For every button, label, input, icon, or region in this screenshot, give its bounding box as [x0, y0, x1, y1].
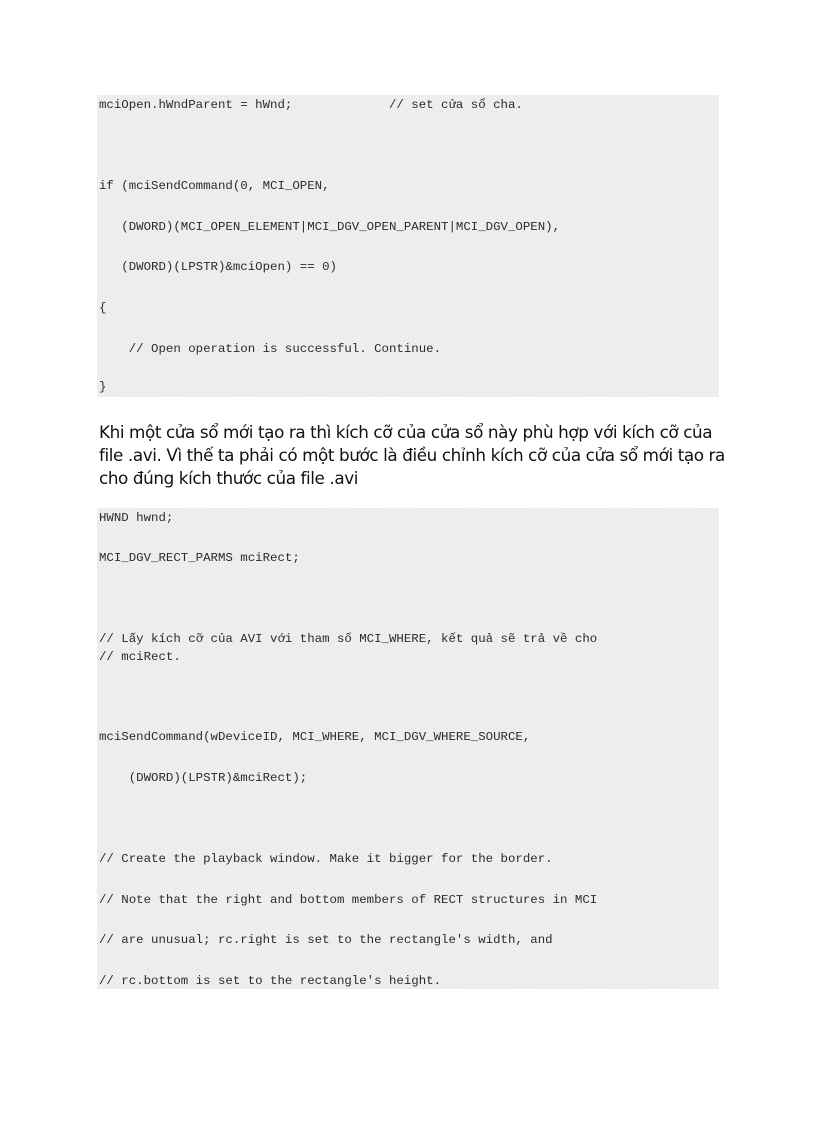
paragraph-line: file .avi. Vì thế ta phải có một bước là điều chỉnh kích cỡ của cửa sổ mới tạo ra	[99, 445, 725, 465]
code-line: // Note that the right and bottom members of RECT structures in MCI	[99, 893, 598, 907]
code-line: (DWORD)(LPSTR)&mciOpen) == 0)	[99, 260, 337, 274]
code-line: // Lấy kích cỡ của AVI với tham số MCI_WHERE, kết quả sẽ trả về cho	[99, 632, 598, 646]
code-line: }	[99, 380, 107, 394]
code-line: // Open operation is successful. Continue.	[99, 342, 442, 356]
code-block-mci-open	[97, 95, 719, 397]
explanation-paragraph	[99, 421, 729, 490]
code-line: MCI_DGV_RECT_PARMS mciRect;	[99, 551, 300, 565]
code-line: (DWORD)(LPSTR)&mciRect);	[99, 771, 308, 785]
paragraph-line: Khi một cửa sổ mới tạo ra thì kích cỡ của cửa sổ này phù hợp với kích cỡ của	[99, 422, 713, 442]
code-line: mciSendCommand(wDeviceID, MCI_WHERE, MCI_DGV_WHERE_SOURCE,	[99, 730, 531, 744]
paragraph-line: cho đúng kích thước của file .avi	[99, 468, 359, 488]
code-line: // are unusual; rc.right is set to the rectangle's width, and	[99, 933, 553, 947]
code-line: if (mciSendCommand(0, MCI_OPEN,	[99, 179, 330, 193]
code-line: (DWORD)(MCI_OPEN_ELEMENT|MCI_DGV_OPEN_PARENT|MCI_DGV_OPEN),	[99, 220, 561, 234]
code-line: HWND hwnd;	[99, 511, 174, 525]
code-line: // rc.bottom is set to the rectangle's height.	[99, 974, 442, 988]
code-line: mciOpen.hWndParent = hWnd; // set cửa sổ cha.	[99, 98, 523, 112]
code-line: {	[99, 301, 107, 315]
code-block-mci-where	[97, 508, 719, 989]
code-line: // mciRect.	[99, 650, 181, 664]
code-line: // Create the playback window. Make it bigger for the border.	[99, 852, 553, 866]
